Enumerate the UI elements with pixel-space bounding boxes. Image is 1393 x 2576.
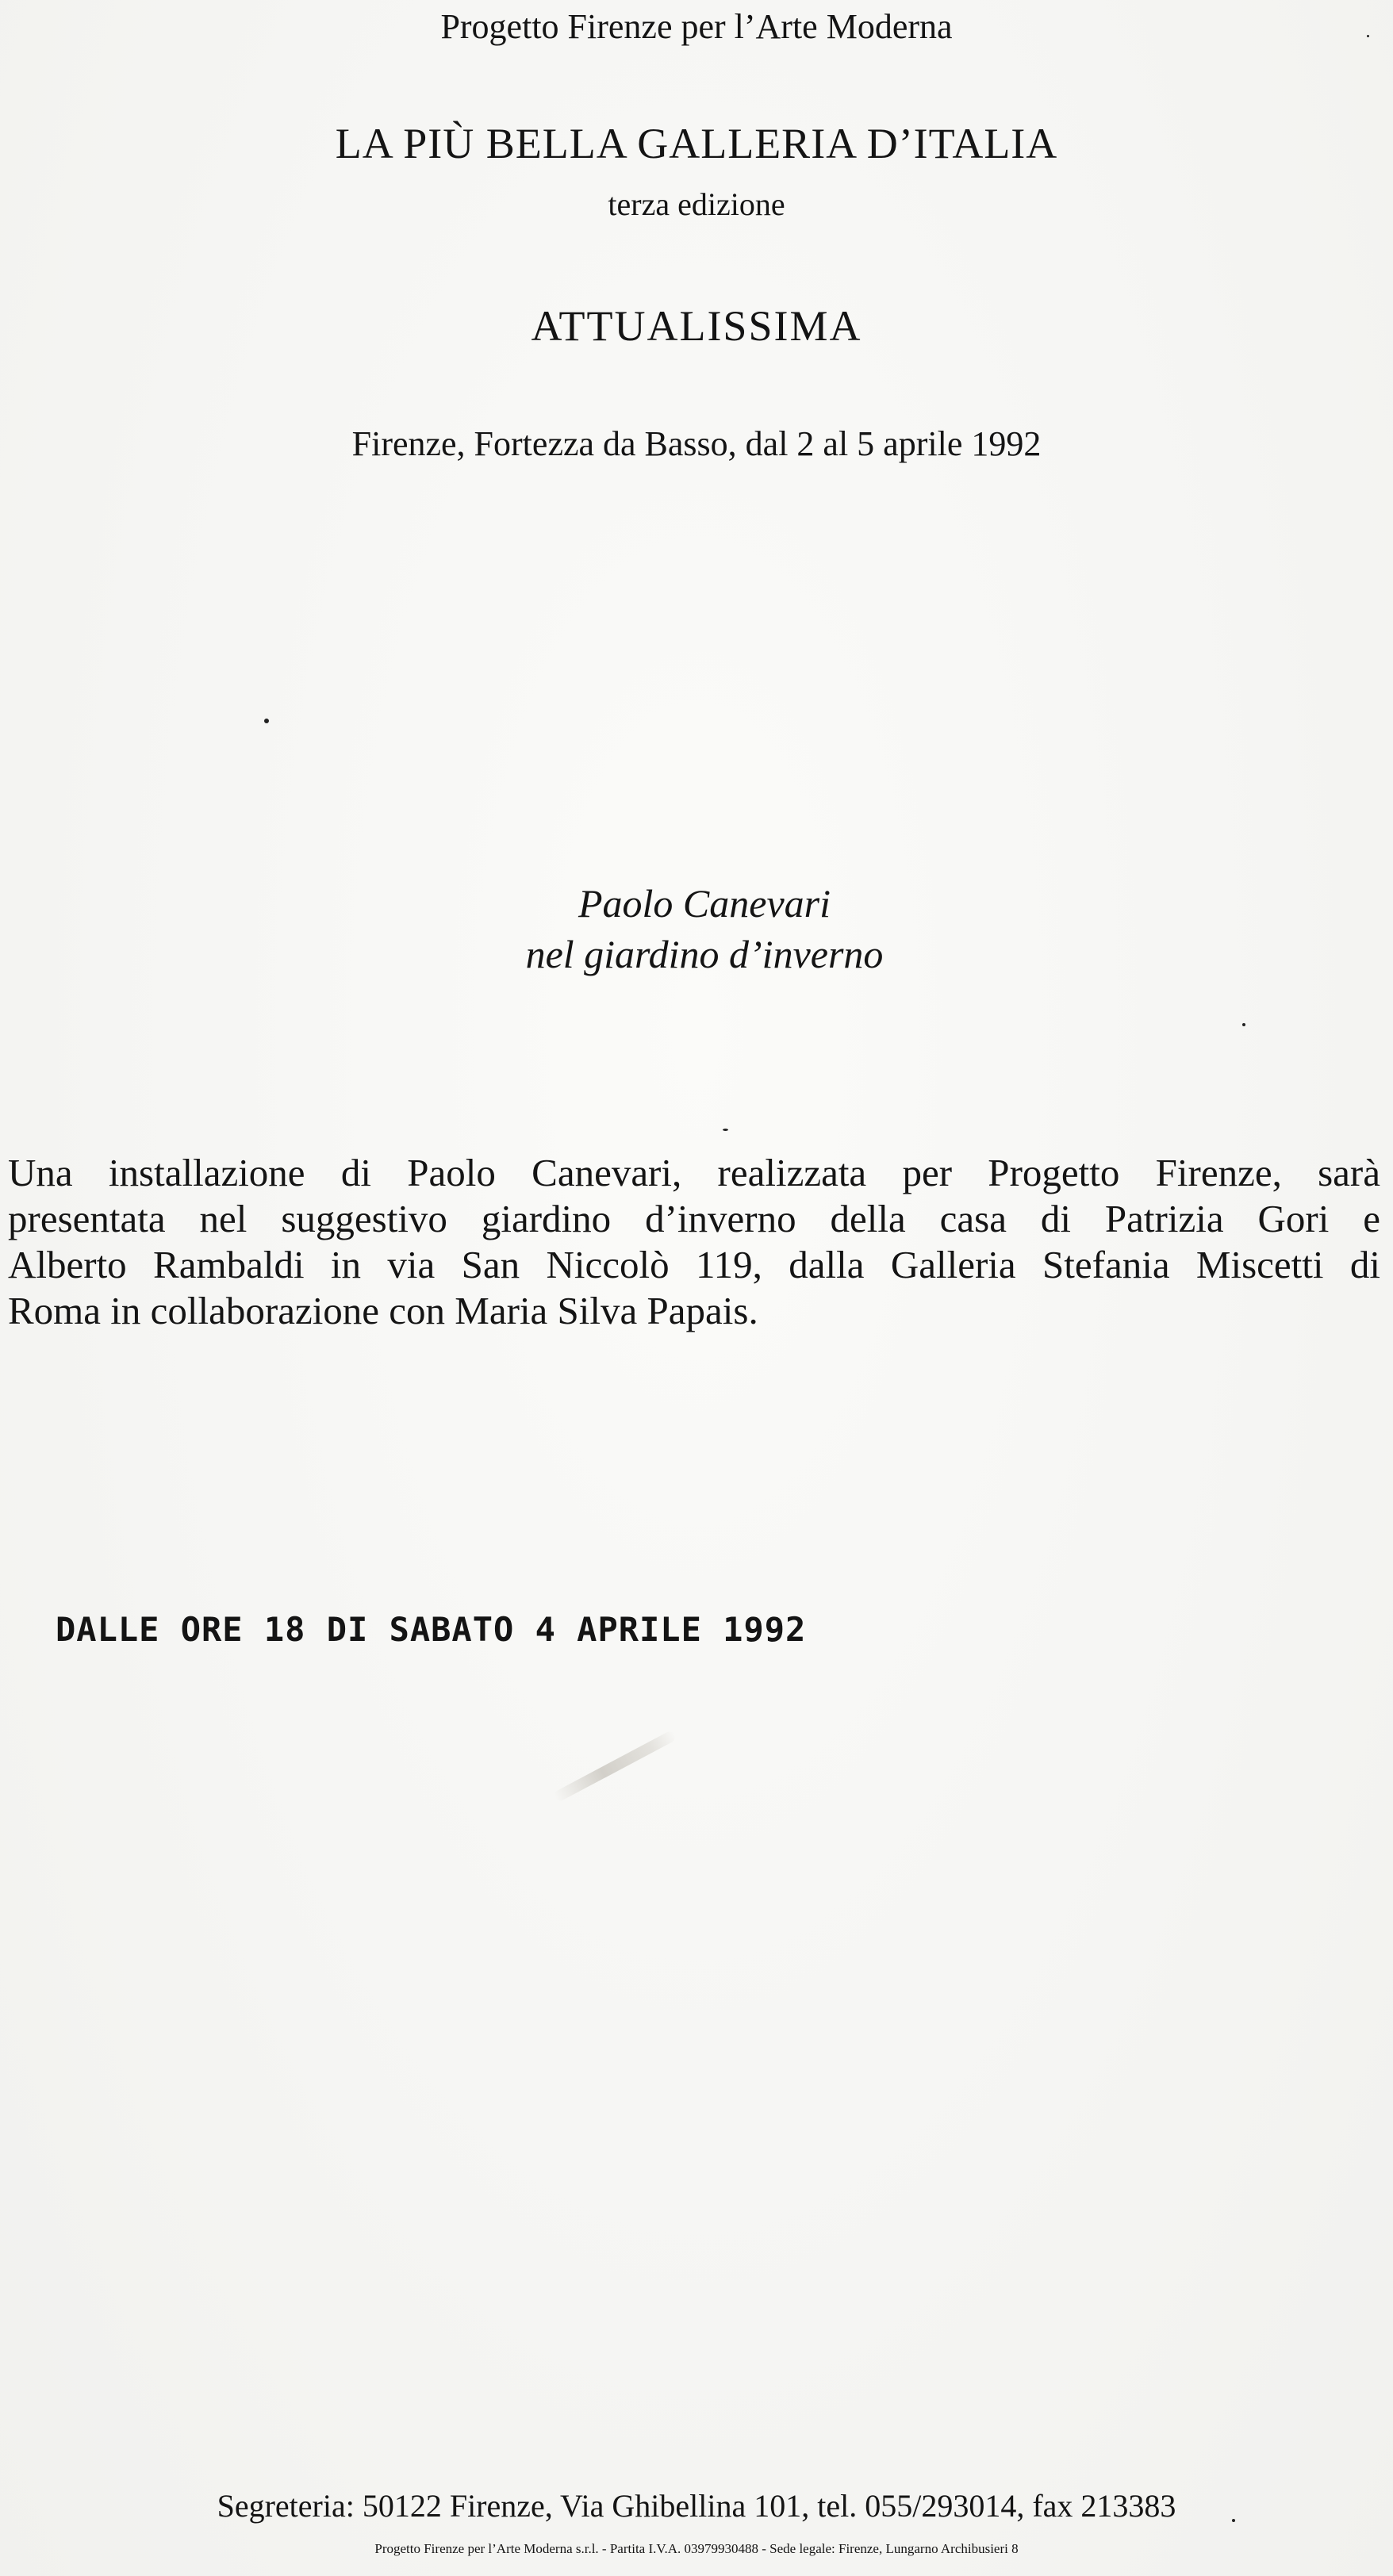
scan-smudge (553, 1730, 677, 1803)
scan-speck (723, 1129, 728, 1131)
footer-contact: Segreteria: 50122 Firenze, Via Ghibellina 101, tel. 055/293014, fax 213383 (217, 2488, 1176, 2524)
description-paragraph (8, 1150, 1380, 1334)
artist-name: Paolo Canevari (578, 881, 831, 926)
organization-header: Progetto Firenze per l’Arte Moderna (440, 7, 953, 46)
footer-legal: Progetto Firenze per l’Arte Moderna s.r.l. - Partita I.V.A. 03979930488 - Sede legale: Firenze, Lungarno Archibusieri 8 (374, 2541, 1019, 2556)
scan-speck (1232, 2519, 1235, 2522)
scan-speck (264, 719, 269, 723)
description-line: Una installazione di Paolo Canevari, realizzata per Progetto Firenze, sarà (8, 1151, 1380, 1194)
section-title: ATTUALISSIMA (531, 302, 862, 350)
schedule-typed-line: DALLE ORE 18 DI SABATO 4 APRILE 1992 (56, 1610, 807, 1649)
description-line: Alberto Rambaldi in via San Niccolò 119, dalla Galleria Stefania Miscetti di (8, 1243, 1380, 1286)
description-line: Roma in collaborazione con Maria Silva Papais. (8, 1289, 758, 1332)
scan-speck (1367, 35, 1369, 37)
main-title: LA PIÙ BELLA GALLERIA D’ITALIA (335, 120, 1058, 167)
description-line: presentata nel suggestivo giardino d’inverno della casa di Patrizia Gori e (8, 1197, 1380, 1240)
venue-dates: Firenze, Fortezza da Basso, dal 2 al 5 aprile 1992 (351, 424, 1042, 463)
edition-label: terza edizione (608, 186, 785, 222)
event-subtitle: nel giardino d’inverno (525, 932, 884, 976)
scan-speck (1242, 1023, 1245, 1026)
